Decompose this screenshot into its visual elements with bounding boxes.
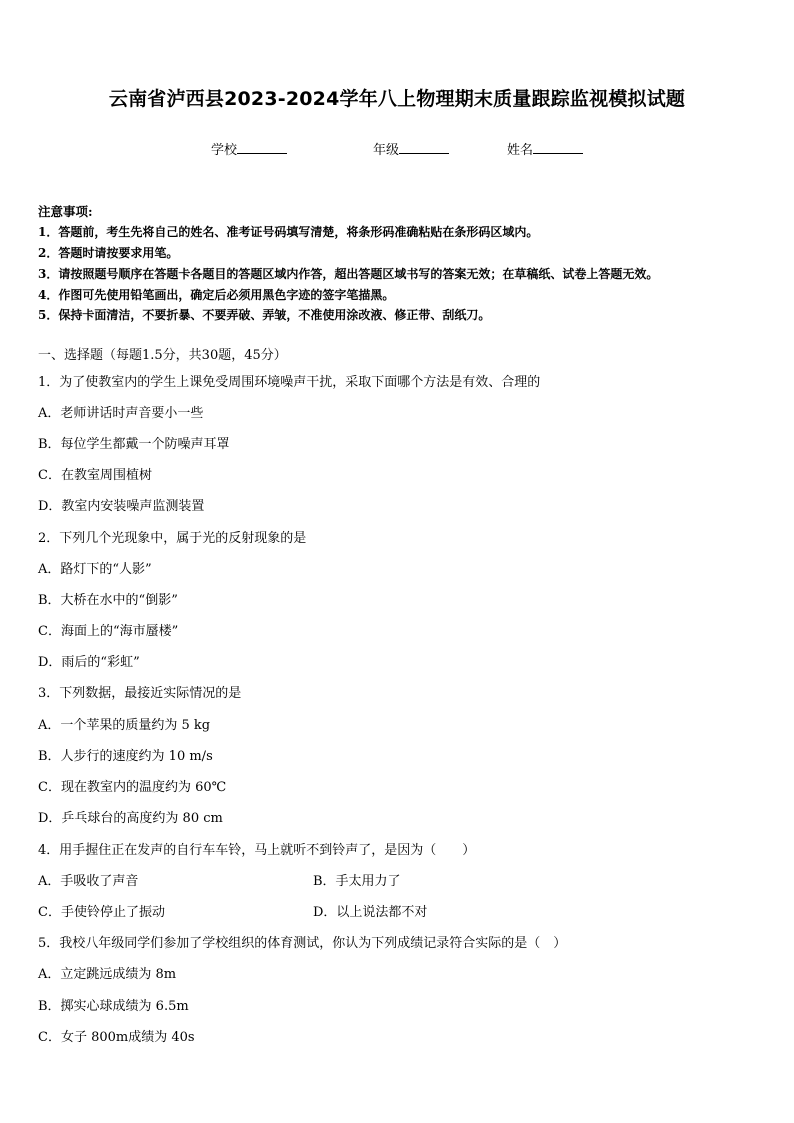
school-blank[interactable] xyxy=(237,140,287,154)
answer-option[interactable]: D．教室内安装噪声监测装置 xyxy=(38,499,205,514)
notice-item: 4．作图可先使用铅笔画出，确定后必须用黑色字迹的签字笔描黑。 xyxy=(38,288,395,302)
grade-field[interactable] xyxy=(373,140,449,160)
answer-option[interactable]: C．女子 800m成绩为 40s xyxy=(38,1030,195,1045)
notice-item: 3．请按照题号顺序在答题卡各题目的答题区域内作答，超出答题区域书写的答案无效；在草稿纸、试卷上答题无效。 xyxy=(38,267,659,281)
answer-option[interactable]: B．掷实心球成绩为 6.5m xyxy=(38,999,189,1014)
answer-option[interactable]: D．乒乓球台的高度约为 80 cm xyxy=(38,811,223,826)
school-label: 学校 xyxy=(211,143,238,158)
answer-option[interactable]: B．每位学生都戴一个防噪声耳罩 xyxy=(38,437,230,452)
section-heading: 一、选择题（每题1.5分，共30题，45分） xyxy=(38,348,287,363)
notice-item: 5．保持卡面清洁，不要折暴、不要弄破、弄皱，不准使用涂改液、修正带、刮纸刀。 xyxy=(38,308,491,322)
question-stem: 4．用手握住正在发声的自行车车铃，马上就听不到铃声了，是因为（ ） xyxy=(38,843,476,858)
grade-label: 年级 xyxy=(373,143,400,158)
answer-option[interactable]: A．路灯下的“人影” xyxy=(38,562,152,577)
question-stem: 5．我校八年级同学们参加了学校组织的体育测试，你认为下列成绩记录符合实际的是（ ） xyxy=(38,936,567,951)
notice-item: 1．答题前，考生先将自己的姓名、准考证号码填写清楚，将条形码准确粘贴在条形码区域内。 xyxy=(38,225,539,239)
answer-option[interactable]: D．以上说法都不对 xyxy=(313,905,428,920)
answer-option[interactable]: A．手吸收了声音 xyxy=(38,874,139,889)
answer-option[interactable]: B．人步行的速度约为 10 m/s xyxy=(38,749,213,764)
answer-option[interactable]: C．现在教室内的温度约为 60℃ xyxy=(38,780,227,795)
question-stem: 3．下列数据，最接近实际情况的是 xyxy=(38,686,242,701)
notice-item: 2．答题时请按要求用笔。 xyxy=(38,246,179,260)
answer-option[interactable]: C．手使铃停止了振动 xyxy=(38,905,165,920)
grade-blank[interactable] xyxy=(399,140,449,154)
name-label: 姓名 xyxy=(507,143,534,158)
answer-option[interactable]: C．海面上的“海市蜃楼” xyxy=(38,624,179,639)
name-blank[interactable] xyxy=(533,140,583,154)
question-stem: 2．下列几个光现象中，属于光的反射现象的是 xyxy=(38,531,307,546)
answer-option[interactable]: A．一个苹果的质量约为 5 kg xyxy=(38,718,211,733)
name-field[interactable] xyxy=(507,140,583,160)
answer-option[interactable]: A．立定跳远成绩为 8m xyxy=(38,967,177,982)
question-stem: 1．为了使教室内的学生上课免受周围环境噪声干扰，采取下面哪个方法是有效、合理的 xyxy=(38,375,541,390)
notice-heading: 注意事项: xyxy=(38,204,93,219)
answer-option[interactable]: B．大桥在水中的“倒影” xyxy=(38,593,178,608)
school-field[interactable] xyxy=(211,140,287,160)
answer-option[interactable]: D．雨后的“彩虹” xyxy=(38,655,140,670)
answer-option[interactable]: B．手太用力了 xyxy=(313,874,401,889)
answer-option[interactable]: C．在教室周围植树 xyxy=(38,468,152,483)
page-title: 云南省泸西县2023-2024学年八上物理期末质量跟踪监视模拟试题 xyxy=(108,88,686,110)
answer-option[interactable]: A．老师讲话时声音要小一些 xyxy=(38,406,204,421)
